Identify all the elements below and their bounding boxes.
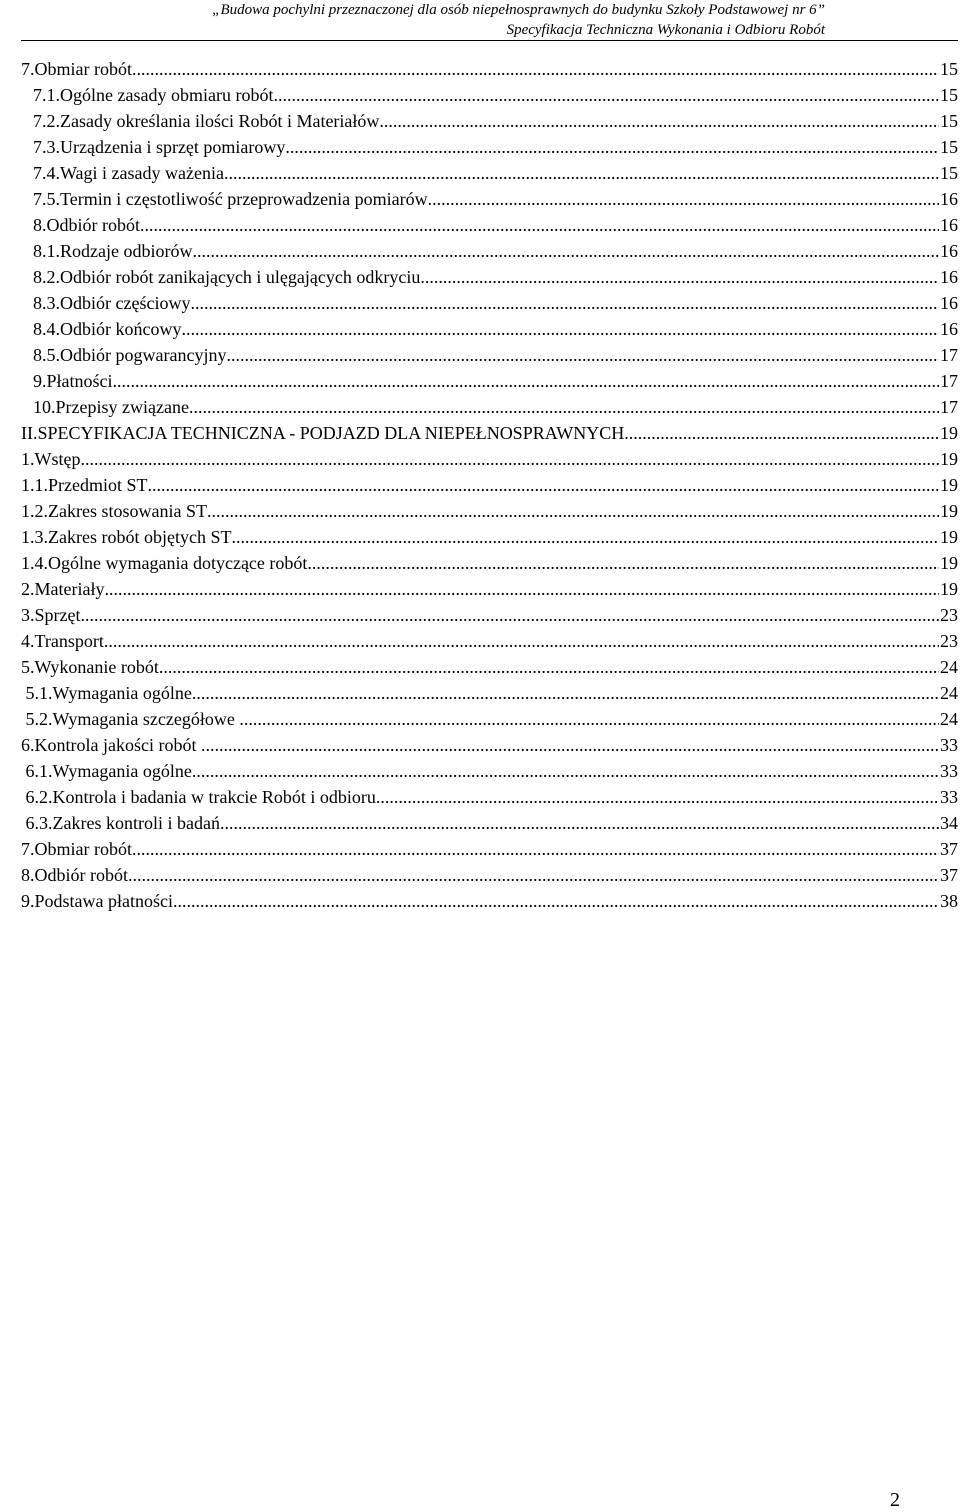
toc-entry-page: 33: [940, 761, 958, 781]
toc-entry-page: 16: [940, 267, 958, 287]
toc-entry[interactable]: [21, 524, 958, 550]
toc-entry-title: 6.3.Zakres kontroli i badań: [21, 813, 220, 833]
header-document-title: Specyfikacja Techniczna Wykonania i Odbioru Robót: [506, 22, 825, 38]
toc-entry[interactable]: [21, 446, 958, 472]
toc-entry-title: 1.2.Zakres stosowania ST: [21, 501, 207, 521]
toc-dot-leader: [80, 602, 939, 628]
toc-entry-title: 7.Obmiar robót: [21, 839, 132, 859]
toc-dot-leader: [239, 706, 939, 732]
toc-entry-title: 9.Podstawa płatności: [21, 891, 173, 911]
toc-entry-page: 17: [940, 371, 958, 391]
toc-entry[interactable]: [21, 758, 958, 784]
toc-entry-title: 7.4.Wagi i zasady ważenia: [33, 163, 224, 183]
toc-entry[interactable]: [21, 576, 958, 602]
toc-dot-leader: [624, 420, 939, 446]
toc-entry-title: 1.4.Ogólne wymagania dotyczące robót: [21, 553, 308, 573]
toc-entry-title: 5.2.Wymagania szczegółowe: [21, 709, 240, 729]
toc-dot-leader: [181, 316, 939, 342]
toc-entry[interactable]: [21, 836, 958, 862]
toc-entry[interactable]: [21, 316, 958, 342]
toc-entry[interactable]: [21, 264, 958, 290]
toc-entry[interactable]: [21, 628, 958, 654]
toc-dot-leader: [113, 368, 940, 394]
toc-entry-title: 8.1.Rodzaje odbiorów: [33, 241, 193, 261]
toc-entry-page: 15: [940, 137, 958, 157]
toc-entry[interactable]: [21, 550, 958, 576]
toc-entry[interactable]: [21, 654, 958, 680]
toc-entry[interactable]: [21, 186, 958, 212]
toc-entry-page: 37: [940, 839, 958, 859]
toc-entry-page: 19: [940, 579, 958, 599]
toc-entry-page: 33: [940, 735, 958, 755]
toc-dot-leader: [201, 732, 939, 758]
toc-entry[interactable]: [21, 706, 958, 732]
toc-entry-page: 19: [940, 527, 958, 547]
toc-entry[interactable]: [21, 368, 958, 394]
toc-entry[interactable]: [21, 810, 958, 836]
toc-entry-page: 37: [940, 865, 958, 885]
toc-dot-leader: [128, 862, 939, 888]
toc-entry-page: 19: [940, 501, 958, 521]
toc-entry[interactable]: [21, 862, 958, 888]
toc-dot-leader: [104, 576, 939, 602]
header-project-title: „Budowa pochylni przeznaczonej dla osób niepełnosprawnych do budynku Szkoły Podstawowej nr 6”: [212, 2, 825, 18]
toc-entry-title: 8.Odbiór robót: [33, 215, 140, 235]
toc-entry-page: 38: [940, 891, 958, 911]
toc-dot-leader: [140, 212, 939, 238]
toc-entry-title: 8.2.Odbiór robót zanikających i ulęgających odkryciu: [33, 267, 421, 287]
toc-dot-leader: [159, 654, 939, 680]
toc-entry-page: 33: [940, 787, 958, 807]
toc-entry-title: 6.Kontrola jakości robót: [21, 735, 201, 755]
toc-entry[interactable]: [21, 82, 958, 108]
toc-dot-leader: [379, 108, 939, 134]
toc-dot-leader: [428, 186, 939, 212]
toc-dot-leader: [80, 446, 939, 472]
toc-dot-leader: [285, 134, 939, 160]
toc-entry[interactable]: [21, 680, 958, 706]
toc-dot-leader: [220, 810, 939, 836]
toc-dot-leader: [420, 264, 939, 290]
toc-entry-title: 7.2.Zasady określania ilości Robót i Materiałów: [33, 111, 380, 131]
toc-entry[interactable]: [21, 56, 958, 82]
toc-entry-page: 17: [940, 397, 958, 417]
toc-entry-title: 9.Płatności: [33, 371, 113, 391]
table-of-contents: [21, 56, 958, 914]
toc-entry[interactable]: [21, 290, 958, 316]
toc-entry[interactable]: [21, 472, 958, 498]
header-divider: [21, 40, 958, 41]
toc-entry-title: 3.Sprzęt: [21, 605, 81, 625]
toc-entry-page: 16: [940, 319, 958, 339]
toc-entry[interactable]: [21, 238, 958, 264]
toc-entry-title: 8.3.Odbiór częściowy: [33, 293, 191, 313]
toc-entry-title: 6.1.Wymagania ogólne: [21, 761, 192, 781]
toc-entry-title: 8.5.Odbiór pogwarancyjny: [33, 345, 227, 365]
toc-entry-page: 19: [940, 475, 958, 495]
toc-dot-leader: [192, 680, 939, 706]
toc-entry-title: 8.Odbiór robót: [21, 865, 128, 885]
toc-entry[interactable]: [21, 888, 958, 914]
toc-dot-leader: [190, 290, 939, 316]
toc-entry-title: 4.Transport: [21, 631, 104, 651]
toc-entry-page: 34: [940, 813, 958, 833]
toc-dot-leader: [148, 472, 940, 498]
toc-dot-leader: [132, 836, 939, 862]
toc-entry-title: 1.Wstęp: [21, 449, 81, 469]
toc-dot-leader: [231, 524, 939, 550]
toc-entry-page: 24: [940, 683, 958, 703]
toc-entry-page: 16: [940, 215, 958, 235]
toc-entry-title: 5.Wykonanie robót: [21, 657, 159, 677]
toc-entry-title: 6.2.Kontrola i badania w trakcie Robót i odbioru: [21, 787, 376, 807]
toc-entry-title: 7.1.Ogólne zasady obmiaru robót: [33, 85, 274, 105]
toc-entry-title: II.SPECYFIKACJA TECHNICZNA - PODJAZD DLA NIEPEŁNOSPRAWNYCH: [21, 423, 625, 443]
toc-entry[interactable]: [21, 602, 958, 628]
toc-dot-leader: [132, 56, 939, 82]
toc-entry-page: 23: [940, 631, 958, 651]
toc-entry[interactable]: [21, 732, 958, 758]
toc-entry[interactable]: [21, 342, 958, 368]
page-number: 2: [890, 1489, 900, 1511]
toc-entry-page: 15: [940, 163, 958, 183]
toc-entry-title: 1.1.Przedmiot ST: [21, 475, 148, 495]
toc-dot-leader: [192, 758, 939, 784]
toc-entry-title: 8.4.Odbiór końcowy: [33, 319, 182, 339]
toc-entry-page: 15: [940, 85, 958, 105]
toc-entry-title: 5.1.Wymagania ogólne: [21, 683, 192, 703]
toc-entry-page: 24: [940, 709, 958, 729]
toc-entry-title: 2.Materiały: [21, 579, 105, 599]
toc-entry-page: 16: [940, 189, 958, 209]
toc-dot-leader: [226, 342, 939, 368]
toc-dot-leader: [307, 550, 939, 576]
toc-dot-leader: [224, 160, 939, 186]
toc-dot-leader: [207, 498, 939, 524]
toc-entry[interactable]: [21, 784, 958, 810]
toc-entry-page: 16: [940, 293, 958, 313]
page-header: [24, 0, 825, 40]
toc-entry[interactable]: [21, 394, 958, 420]
toc-entry[interactable]: [21, 108, 958, 134]
toc-dot-leader: [273, 82, 939, 108]
toc-entry-page: 16: [940, 241, 958, 261]
toc-dot-leader: [173, 888, 939, 914]
toc-dot-leader: [104, 628, 939, 654]
toc-entry-title: 7.5.Termin i częstotliwość przeprowadzenia pomiarów: [33, 189, 428, 209]
toc-entry[interactable]: [21, 134, 958, 160]
toc-entry-page: 19: [940, 553, 958, 573]
toc-entry-title: 7.Obmiar robót: [21, 59, 132, 79]
toc-entry-title: 7.3.Urządzenia i sprzęt pomiarowy: [33, 137, 286, 157]
toc-entry-page: 15: [940, 59, 958, 79]
toc-entry-title: 1.3.Zakres robót objętych ST: [21, 527, 232, 547]
toc-entry[interactable]: [21, 160, 958, 186]
toc-entry[interactable]: [21, 212, 958, 238]
toc-entry[interactable]: [21, 498, 958, 524]
toc-entry-page: 24: [940, 657, 958, 677]
toc-entry-title: 10.Przepisy związane: [33, 397, 189, 417]
toc-entry-page: 17: [940, 345, 958, 365]
toc-dot-leader: [189, 394, 939, 420]
toc-entry-page: 19: [940, 423, 958, 443]
toc-dot-leader: [376, 784, 939, 810]
toc-entry[interactable]: [21, 420, 958, 446]
toc-dot-leader: [192, 238, 939, 264]
toc-entry-page: 15: [940, 111, 958, 131]
toc-entry-page: 23: [940, 605, 958, 625]
toc-entry-page: 19: [940, 449, 958, 469]
